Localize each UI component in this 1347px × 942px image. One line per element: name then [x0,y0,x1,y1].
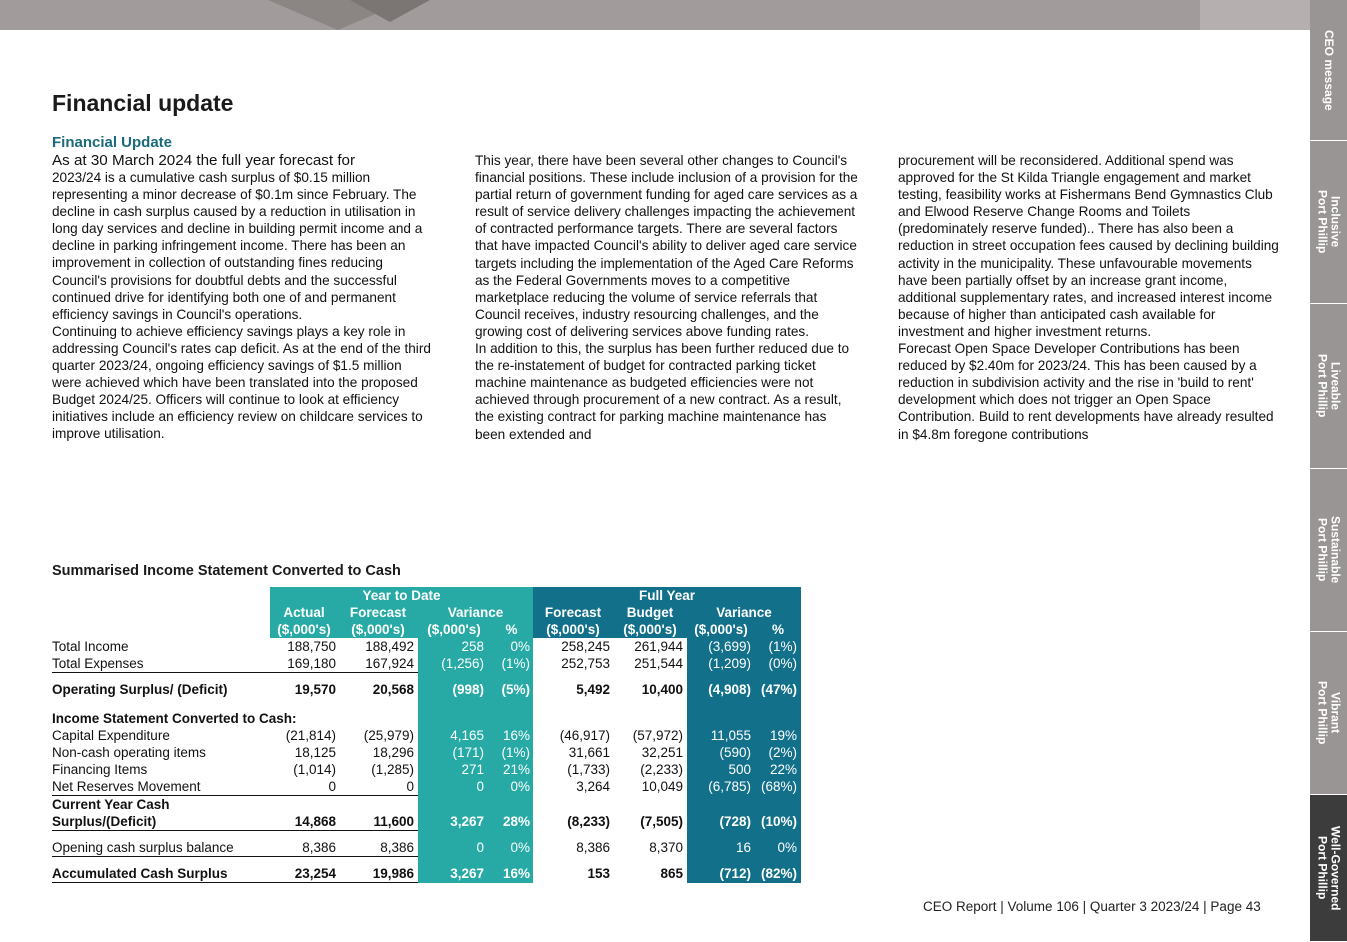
lead-line: As at 30 March 2024 the full year forecast for [52,152,356,169]
forecast-cell: (25,979) [363,728,414,743]
spacer-row [52,857,801,866]
header-variance: Variance [687,604,801,621]
fy-variance-pct-cell: (1%) [755,638,801,655]
fy-variance-cell: 11,055 [687,727,755,744]
fy-forecast-cell: 252,753 [561,656,610,672]
variance-pct-cell: (5%) [490,681,533,698]
actual-cell: (1,014) [293,762,336,777]
table-row [52,813,801,831]
fy-variance-cell: 16 [687,839,755,857]
header-units: ($,000's) [418,621,490,638]
section-heading-row [52,710,801,727]
fy-variance-pct-cell: (47%) [755,681,801,698]
variance-cell: 258 [418,638,490,655]
fy-budget-cell: 865 [660,866,683,882]
forecast-cell: 167,924 [338,655,418,673]
actual-cell: 0 [270,778,338,796]
actual-cell: 14,868 [270,813,338,831]
variance-pct-cell: 0% [490,638,533,655]
variance-pct-cell: 16% [490,865,533,883]
variance-pct-cell: 0% [490,778,533,796]
tab-label: Liveable Port Phillip [1315,354,1343,418]
row-label: Capital Expenditure [52,728,170,743]
row-label: Non-cash operating items [52,745,206,760]
fy-budget-cell: 10,400 [641,682,683,697]
spacer-row [52,831,801,840]
table-row [52,638,801,655]
row-label: Current Year Cash [52,797,170,812]
section-subheading: Financial Update [52,134,173,151]
page-footer: CEO Report | Volume 106 | Quarter 3 2023/24 | Page 43 [923,899,1261,914]
header-units: ($,000's) [270,621,338,638]
spacer-row [52,673,801,682]
table-row [52,839,801,857]
tab-well-governed[interactable] [1310,795,1347,942]
fy-variance-pct-cell: (2%) [755,744,801,761]
fy-variance-cell: (712) [687,865,755,883]
paragraph: This year, there have been several other changes to Council's financial positions. These include inclusion of a provision for the partial return of government funding for aged care services as a result of service delivery challenges impacting the achievement of contracted performance targets. There are several factors that have impacted Council's ability to deliver aged care service targets including the implementation of the Aged Care Reforms as the Federal Governments moves to a competitive marketplace reducing the volume of service referrals that Council receives, industry resourcing challenges, and the growing cost of delivering services above funding rates. [475,153,858,339]
header-units: ($,000's) [687,621,755,638]
row-label: Financing Items [52,762,148,777]
actual-cell: 8,386 [270,839,338,857]
banner-decoration [1200,0,1310,30]
fy-variance-pct-cell: 22% [755,761,801,778]
row-label: Surplus/(Deficit) [52,813,270,831]
variance-cell: (171) [418,744,490,761]
actual-cell: 169,180 [270,655,338,673]
top-banner [0,0,1310,30]
fy-variance-pct-cell: 19% [755,727,801,744]
fy-variance-cell: (6,785) [687,778,755,796]
actual-cell: (21,814) [285,728,336,743]
tab-liveable[interactable] [1310,304,1347,469]
tab-sustainable[interactable] [1310,469,1347,632]
spacer-row [52,698,801,710]
table-row [52,681,801,698]
fy-variance-cell: 500 [687,761,755,778]
fy-variance-cell: (590) [687,744,755,761]
fy-variance-pct-cell: (82%) [755,865,801,883]
header-actual: Actual [270,604,338,621]
fy-budget-cell: (57,972) [632,728,683,743]
tab-label: CEO message [1322,29,1336,111]
section-tabs [1310,0,1347,941]
table-row [52,744,801,761]
table-row [52,865,801,883]
fy-forecast-cell: 153 [587,866,610,882]
fy-forecast-cell: 31,661 [568,745,610,760]
fy-variance-cell: (1,209) [687,655,755,673]
section-heading: Income Statement Converted to Cash: [52,711,297,726]
fy-variance-pct-cell: (0%) [755,655,801,673]
actual-cell: 23,254 [270,865,338,883]
tab-label: Sustainable Port Phillip [1315,516,1343,584]
variance-pct-cell: (1%) [490,744,533,761]
variance-cell: 271 [418,761,490,778]
fy-forecast-cell: (1,733) [567,762,610,777]
header-percent: % [490,621,533,638]
variance-pct-cell: 0% [490,839,533,857]
paragraph: Continuing to achieve efficiency savings plays a key role in addressing Council's rates cap deficit. As at the end of the third quarter 2023/24, ongoing efficiency savings of $1.5 million were achieved which have been translated into the proposed Budget 2024/25. Officers will continue to look at efficiency initiatives include an efficiency review on childcare services to improve utilisation. [52,323,431,442]
row-label: Accumulated Cash Surplus [52,865,270,883]
table-row [52,761,801,778]
forecast-cell: 18,296 [372,745,414,760]
tab-ceo-message[interactable] [1310,0,1347,141]
fy-forecast-cell: 3,264 [576,779,610,795]
table-header-group-row [52,587,801,604]
forecast-cell: (1,285) [371,762,414,777]
tab-label: Vibrant Port Phillip [1315,681,1343,745]
forecast-cell: 8,386 [338,839,418,857]
row-label: Opening cash surplus balance [52,839,270,857]
row-label: Operating Surplus/ (Deficit) [52,682,228,697]
fy-budget-cell: (7,505) [640,814,683,830]
fy-budget-cell: 32,251 [641,745,683,760]
header-units: ($,000's) [533,621,613,638]
paragraph: 2023/24 is a cumulative cash surplus of $0.15 million representing a minor decrease of $0.1m since February. The decline in cash surplus caused by a reduction in utilisation in long day services and decline in building permit income and a decline in parking infringement income. There has been an improvement in collection of outstanding fines reducing Council's provisions for doubtful debts and the successful continued drive for identifying both one of and permanent efficiency savings in Council's operations. [52,170,423,322]
fy-forecast-cell: (46,917) [559,728,610,743]
tab-inclusive[interactable] [1310,141,1347,304]
header-units: ($,000's) [613,621,687,638]
header-year-to-date: Year to Date [270,587,533,604]
header-units: ($,000's) [338,621,418,638]
paragraph: procurement will be reconsidered. Additional spend was approved for the St Kilda Triangle engagement and market testing, feasibility works at Fishermans Bend Gymnastics Club and Elwood Reserve Change Rooms and Toilets (predominately reserve funded).. There has also been a reduction in street occupation fees caused by declining building activity in the municipality. These unfavourable movements have been partially offset by an increase grant income, additional supplementary rates, and increased interest income because of higher than anticipated cash available for investment and higher investment returns. [898,153,1279,339]
fy-variance-cell: (3,699) [687,638,755,655]
actual-cell: 188,750 [287,639,336,654]
table-title: Summarised Income Statement Converted to Cash [52,563,401,579]
label-row [52,796,801,814]
forecast-cell: 11,600 [338,813,418,831]
variance-cell: 0 [418,839,490,857]
fy-forecast-cell: 5,492 [576,682,610,697]
tab-label: Well-Governed Port Phillip [1315,825,1343,911]
actual-cell: 18,125 [294,745,336,760]
table-header-units-row [52,621,801,638]
header-forecast: Forecast [338,604,418,621]
header-budget: Budget [613,604,687,621]
variance-cell: (1,256) [418,655,490,673]
fy-variance-pct-cell: (68%) [755,778,801,796]
row-label: Net Reserves Movement [52,778,270,796]
fy-variance-pct-cell: 0% [755,839,801,857]
banner-decoration [350,0,430,22]
row-label: Total Expenses [52,655,270,673]
variance-pct-cell: 16% [490,727,533,744]
paragraph: Forecast Open Space Developer Contributions has been reduced by $2.40m for 2023/24. This has been caused by a reduction in subdivision activity and the rise in 'build to rent' development which does not trigger an Open Space Contribution. Build to rent developments have already resulted in $4.8m foregone contributions [898,341,1274,442]
forecast-cell: 19,986 [338,865,418,883]
fy-forecast-cell: 8,386 [576,840,610,856]
forecast-cell: 188,492 [365,639,414,654]
fy-variance-cell: (728) [687,813,755,831]
fy-budget-cell: 10,049 [641,779,683,795]
table-header-row [52,604,801,621]
variance-cell: 4,165 [418,727,490,744]
variance-cell: 3,267 [418,813,490,831]
table-row [52,778,801,796]
text-column-1 [52,152,432,443]
fy-variance-cell: (4,908) [687,681,755,698]
fy-budget-cell: 251,544 [634,656,683,672]
variance-cell: (998) [418,681,490,698]
forecast-cell: 20,568 [372,682,414,697]
fy-forecast-cell: 258,245 [561,639,610,654]
tab-label: Inclusive Port Phillip [1315,190,1343,254]
header-percent: % [755,621,801,638]
variance-pct-cell: (1%) [490,655,533,673]
income-statement-table [52,587,801,883]
actual-cell: 19,570 [294,682,336,697]
table-row [52,727,801,744]
fy-budget-cell: 8,370 [649,840,683,856]
header-variance: Variance [418,604,533,621]
tab-vibrant[interactable] [1310,632,1347,795]
variance-pct-cell: 28% [490,813,533,831]
table-row [52,655,801,673]
text-column-2 [475,152,860,443]
header-forecast: Forecast [533,604,613,621]
forecast-cell: 0 [338,778,418,796]
paragraph: In addition to this, the surplus has been further reduced due to the re-instatement of budget for contracted parking ticket machine maintenance as budgeted efficiencies were not achieved through procurement of a new contract. As a result, the existing contract for parking machine maintenance has been extended and [475,341,850,442]
variance-pct-cell: 21% [490,761,533,778]
page-title: Financial update [52,90,234,116]
fy-budget-cell: 261,944 [634,639,683,654]
row-label: Total Income [52,639,129,654]
fy-budget-cell: (2,233) [640,762,683,777]
text-column-3 [898,152,1283,443]
variance-cell: 3,267 [418,865,490,883]
fy-variance-pct-cell: (10%) [755,813,801,831]
header-full-year: Full Year [533,587,801,604]
fy-forecast-cell: (8,233) [567,814,610,830]
variance-cell: 0 [418,778,490,796]
